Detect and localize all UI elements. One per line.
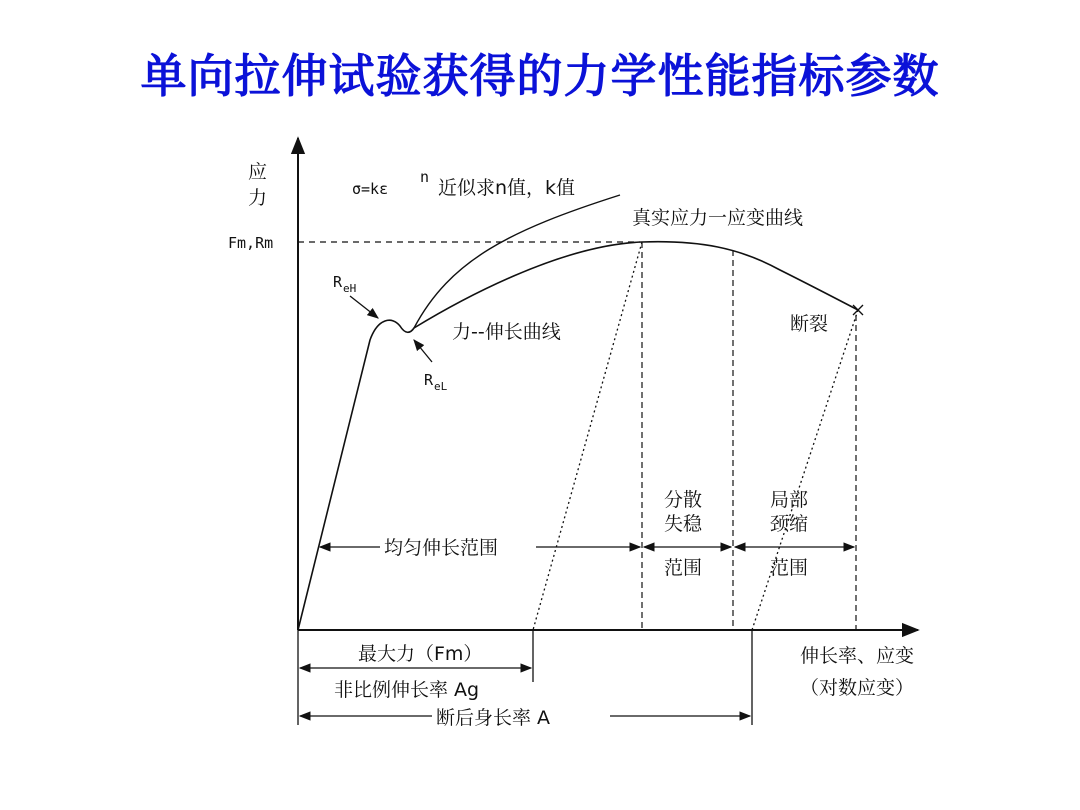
sigma-formula: σ=kε xyxy=(352,180,389,198)
uniform-range-label: 均匀伸长范围 xyxy=(384,537,499,559)
x-axis-label-2: （对数应变） xyxy=(800,677,915,699)
local-label-2: 颈缩 xyxy=(770,513,809,535)
rel-pointer xyxy=(414,340,432,362)
y-axis-label-2: 力 xyxy=(248,187,268,209)
rel-label-sub: eL xyxy=(434,380,448,393)
sigma-note: 近似求n值，k值 xyxy=(438,177,576,199)
page-title: 单向拉伸试验获得的力学性能指标参数 xyxy=(140,49,940,103)
y-axis-label-1: 应 xyxy=(248,161,268,183)
rel-label-main: R xyxy=(424,371,434,389)
local-label-1: 局部 xyxy=(770,489,809,511)
x-axis-label-1: 伸长率、应变 xyxy=(800,645,915,667)
true-stress-strain-curve xyxy=(414,195,620,328)
diffuse-label-2: 失稳 xyxy=(664,513,703,535)
reh-label-sub: eH xyxy=(343,282,357,295)
fracture-label: 断裂 xyxy=(790,313,829,335)
reh-label-main: R xyxy=(333,273,343,291)
non-prop-label: 非比例伸长率 Ag xyxy=(334,679,480,701)
fm-rm-label: Fm,Rm xyxy=(228,234,274,252)
reh-pointer xyxy=(350,296,378,318)
unload-line-max-force xyxy=(533,242,642,630)
after-break-label: 断后身长率 A xyxy=(436,707,551,729)
sigma-exponent: n xyxy=(420,168,430,186)
diffuse-label-1: 分散 xyxy=(664,489,703,511)
local-label-3: 范围 xyxy=(770,557,809,579)
unload-line-fracture xyxy=(752,310,858,630)
diffuse-label-3: 范围 xyxy=(664,557,703,579)
force-curve-label: 力--伸长曲线 xyxy=(452,321,561,343)
true-curve-label: 真实应力一应变曲线 xyxy=(632,207,804,229)
max-force-label: 最大力（Fm） xyxy=(358,643,483,665)
